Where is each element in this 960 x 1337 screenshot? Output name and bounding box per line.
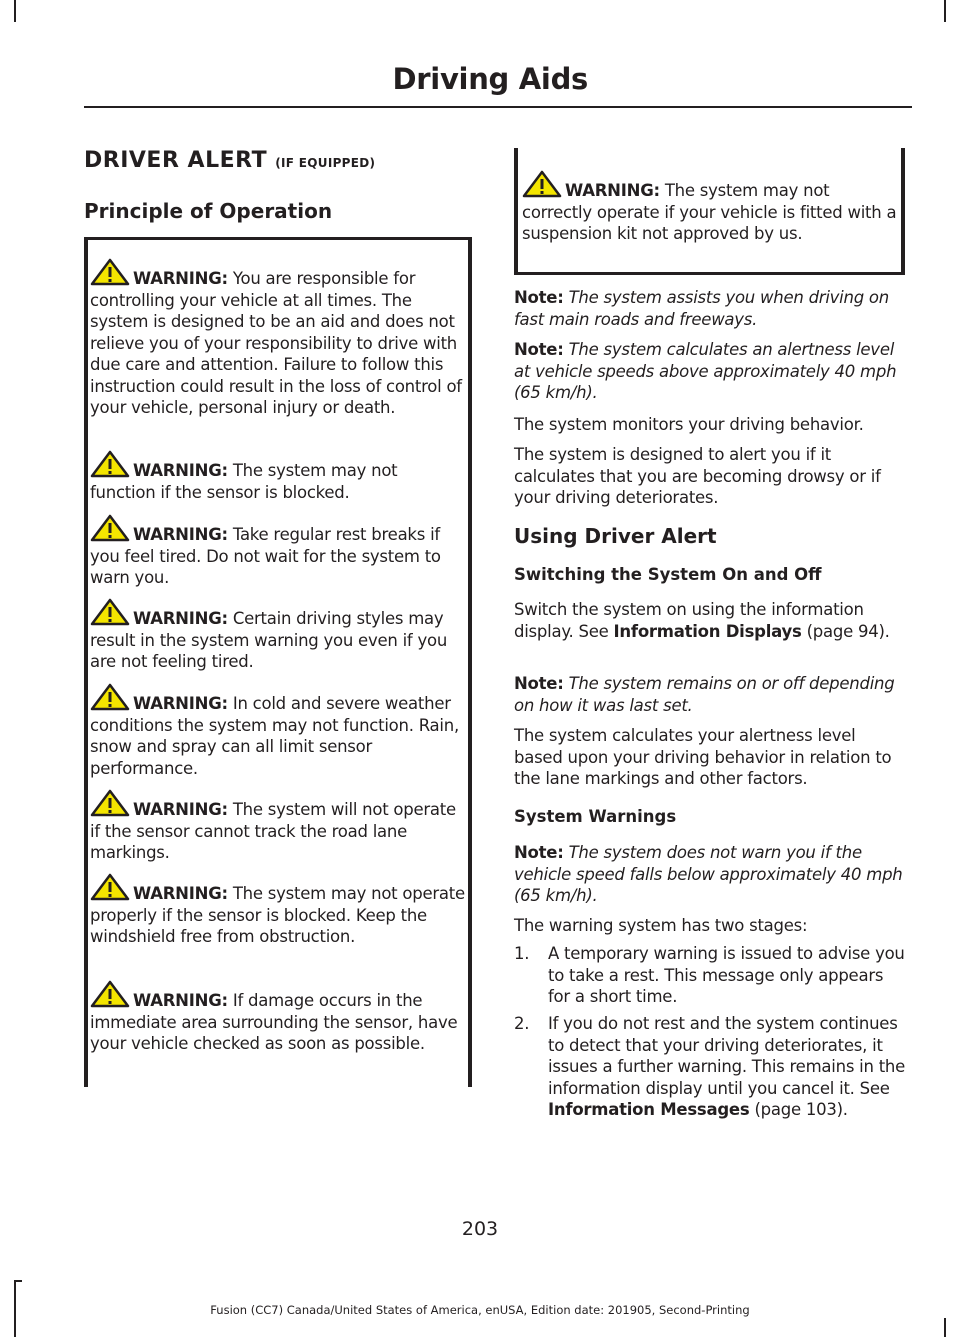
warning-label: WARNING: [133,461,228,480]
note-4 [514,842,909,907]
warning-triangle-icon [90,514,130,542]
warning-label: WARNING: [133,884,228,903]
warning-triangle-icon [90,258,130,286]
heading-using-driver-alert: Using Driver Alert [514,524,717,548]
note-text: The system remains on or off depending on how it was last set. [514,674,895,715]
warning-6 [90,789,465,864]
section-subtitle: Principle of Operation [84,199,333,223]
list-number: 1. [514,944,530,963]
warning-label: WARNING: [133,694,228,713]
list-item-2 [514,1013,910,1143]
paragraph-designed: The system is designed to alert you if it calculates that you are becoming drowsy or if your driving deteriorates. [514,445,881,507]
note-label: Note: [514,288,564,307]
warning-text: Take regular rest breaks if you feel tired. Do not wait for the system to warn you. [90,525,441,587]
warning-2 [90,450,465,503]
warning-label: WARNING: [133,609,228,628]
list-number: 2. [514,1014,530,1033]
warning-text: If damage occurs in the immediate area surrounding the sensor, have your vehicle checked as soon as possible. [90,991,458,1053]
warning-text: The system may not operate properly if the sensor is blocked. Keep the windshield free from obstruction. [90,884,465,946]
crop-mark-bottom-left-h [14,1280,22,1282]
warning-text: You are responsible for controlling your vehicle at all times. The system is designed to be an aid and does not relieve you of your responsibility to drive with due care and attention. Failure to follow this instruction could result in the loss of control of your vehicle, personal injury or death. [90,269,462,417]
warning-triangle-icon [90,873,130,901]
list-text [548,1013,910,1121]
warning-label: WARNING: [565,181,660,200]
warning-text: In cold and severe weather conditions the system may not function. Rain, snow and spray can all limit sensor performance. [90,694,459,778]
warning-label: WARNING: [133,269,228,288]
warning-text: The system will not operate if the sensor cannot track the road lane markings. [90,800,456,862]
warning-label: WARNING: [133,991,228,1010]
warning-1 [90,258,465,419]
warning-text: Certain driving styles may result in the system warning you even if you are not feeling tired. [90,609,448,671]
heading-switching: Switching the System On and Off [514,565,822,584]
warning-7 [90,873,465,948]
warning-right [522,170,898,245]
link-information-displays[interactable]: Information Displays [613,621,802,641]
note-2 [514,339,909,404]
header-rule [84,106,912,108]
warning-text: The system may not correctly operate if your vehicle is fitted with a suspension kit not approved by us. [522,181,897,243]
list-text-post: (page 103). [749,1100,848,1119]
list-text: A temporary warning is issued to advise you to take a rest. This message only appears for a short time. [548,944,905,1006]
paragraph-switch [514,599,909,642]
note-text: The system does not warn you if the vehicle speed falls below approximately 40 mph (65 km/h). [514,843,903,905]
paragraph-calculates: The system calculates your alertness level based upon your driving behavior in relation to the lane markings and other factors. [514,726,892,788]
list-text-pre: If you do not rest and the system continues to detect that your driving deteriorates, it issues a further warning. This remains in the information display until you cancel it. See [548,1014,906,1098]
note-text: The system assists you when driving on fast main roads and freeways. [514,288,889,329]
section-title-text: DRIVER ALERT [84,148,268,173]
heading-system-warnings: System Warnings [514,807,677,826]
page-number: 203 [461,1218,499,1240]
switch-text-post: (page 94). [801,621,890,641]
note-3 [514,673,909,716]
warning-label: WARNING: [133,800,228,819]
note-1 [514,287,909,330]
switch-text-pre: Switch the system on using the information display. See [514,600,864,641]
section-title-suffix: (IF EQUIPPED) [275,156,376,170]
warning-3 [90,514,465,589]
page-header-title: Driving Aids [392,62,588,96]
warning-4 [90,598,465,673]
paragraph-monitors: The system monitors your driving behavior. [514,415,864,434]
note-label: Note: [514,340,564,359]
warning-5 [90,683,465,779]
warning-triangle-icon [90,980,130,1008]
warning-triangle-icon [522,170,562,198]
section-title [84,148,375,173]
warning-text: The system may not function if the sensor is blocked. [90,461,398,502]
warning-triangle-icon [90,598,130,626]
warning-triangle-icon [90,450,130,478]
warning-label: WARNING: [133,525,228,544]
warning-triangle-icon [90,683,130,711]
crop-mark-top-right [944,0,946,22]
crop-mark-top-left [14,0,16,22]
warning-8 [90,980,465,1055]
note-label: Note: [514,674,564,693]
crop-mark-bottom-right [944,1318,946,1337]
footer-text: Fusion (CC7) Canada/United States of America, enUSA, Edition date: 201905, Second-Printing [210,1303,750,1317]
link-information-messages[interactable]: Information Messages [548,1100,750,1119]
warning-triangle-icon [90,789,130,817]
note-label: Note: [514,843,564,862]
paragraph-two-stages: The warning system has two stages: [514,916,808,935]
list-item-1 [514,943,910,1009]
note-text: The system calculates an alertness level at vehicle speeds above approximately 40 mph (65 km/h). [514,340,897,402]
